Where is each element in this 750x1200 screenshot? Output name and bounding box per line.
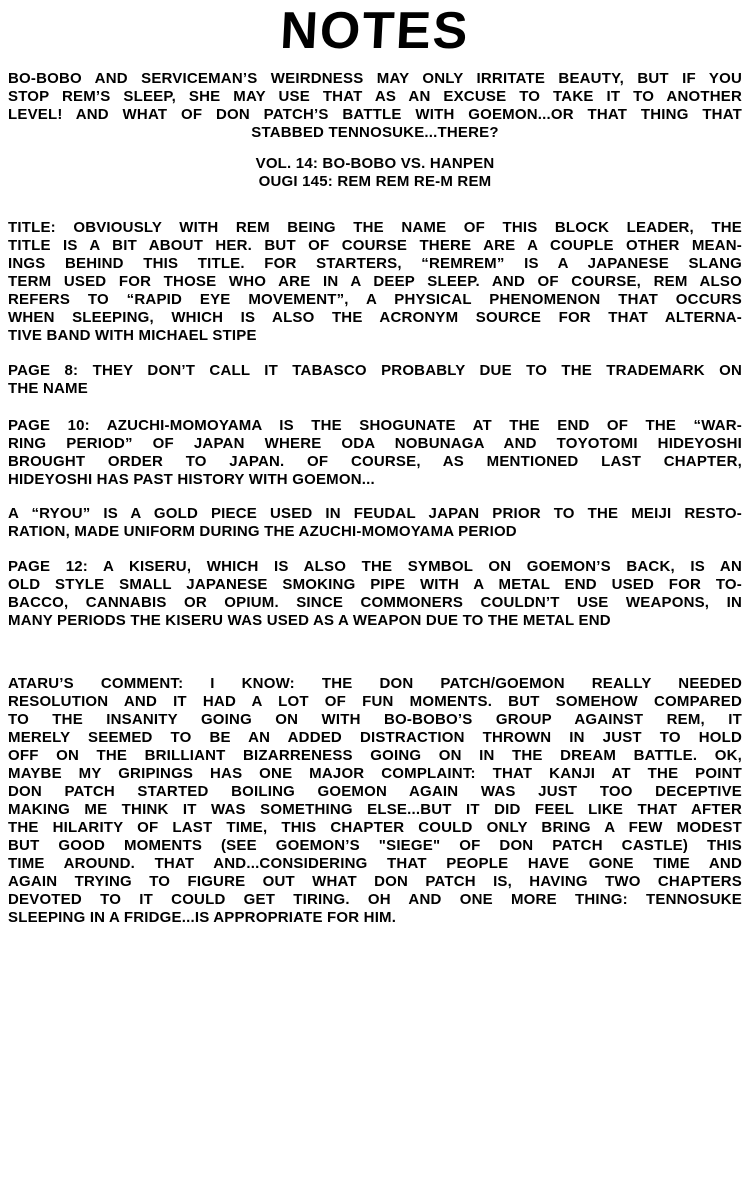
text-line: MAKING ME THINK IT WAS SOMETHING ELSE...BUT IT DID FEEL LIKE THAT AFTER xyxy=(8,801,742,818)
text-line: RATION, MADE UNIFORM DURING THE AZUCHI-MOMOYAMA PERIOD xyxy=(8,523,517,540)
text-line: PAGE 8: THEY DON’T CALL IT TABASCO PROBABLY DUE TO THE TRADEMARK ON xyxy=(8,362,742,379)
text-line: PAGE 10: AZUCHI-MOMOYAMA IS THE SHOGUNATE AT THE END OF THE “WAR- xyxy=(8,417,742,434)
text-line: REFERS TO “RAPID EYE MOVEMENT”, A PHYSICAL PHENOMENON THAT OCCURS xyxy=(8,291,742,308)
text-line: BACCO, CANNABIS OR OPIUM. SINCE COMMONERS COULDN’T USE WEAPONS, IN xyxy=(8,594,742,611)
text-line: WHEN SLEEPING, WHICH IS ALSO THE ACRONYM SOURCE FOR THAT ALTERNA- xyxy=(8,309,742,326)
text-line: A “RYOU” IS A GOLD PIECE USED IN FEUDAL JAPAN PRIOR TO THE MEIJI RESTO- xyxy=(8,505,742,522)
text-line: MANY PERIODS THE KISERU WAS USED AS A WEAPON DUE TO THE METAL END xyxy=(8,612,611,629)
paragraph-intro xyxy=(8,70,742,142)
text-line: OUGI 145: REM REM RE-M REM xyxy=(258,173,492,190)
text-line: STOP REM’S SLEEP, SHE MAY USE THAT AS AN EXCUSE TO TAKE IT TO ANOTHER xyxy=(8,88,742,105)
text-line: ATARU’S COMMENT: I KNOW: THE DON PATCH/GOEMON REALLY NEEDED xyxy=(8,675,742,692)
paragraph-page8-note xyxy=(8,362,742,398)
paragraph-volume-info xyxy=(8,155,742,191)
text-line: TITLE: OBVIOUSLY WITH REM BEING THE NAME OF THIS BLOCK LEADER, THE xyxy=(8,219,742,236)
paragraph-ataru-comment xyxy=(8,675,742,927)
text-line: RING PERIOD” OF JAPAN WHERE ODA NOBUNAGA AND TOYOTOMI HIDEYOSHI xyxy=(8,435,742,452)
text-line: PAGE 12: A KISERU, WHICH IS ALSO THE SYMBOL ON GOEMON’S BACK, IS AN xyxy=(8,558,742,575)
notes-body xyxy=(8,70,742,927)
text-line: INGS BEHIND THIS TITLE. FOR STARTERS, “REMREM” IS A JAPANESE SLANG xyxy=(8,255,742,272)
text-line: HIDEYOSHI HAS PAST HISTORY WITH GOEMON... xyxy=(8,471,375,488)
text-line: DEVOTED TO IT COULD GET TIRING. OH AND ONE MORE THING: TENNOSUKE xyxy=(8,891,742,908)
paragraph-page12-note xyxy=(8,558,742,630)
text-line: THE HILARITY OF LAST TIME, THIS CHAPTER COULD ONLY BRING A FEW MODEST xyxy=(8,819,742,836)
paragraph-ryou-note xyxy=(8,505,742,541)
text-line: STABBED TENNOSUKE...THERE? xyxy=(251,124,499,141)
text-line: LEVEL! AND WHAT OF DON PATCH’S BATTLE WITH GOEMON...OR THAT THING THAT xyxy=(8,106,742,123)
text-line: MERELY SEEMED TO BE AN ADDED DISTRACTION THROWN IN JUST TO HOLD xyxy=(8,729,742,746)
text-line: TO THE INSANITY GOING ON WITH BO-BOBO’S GROUP AGAINST REM, IT xyxy=(8,711,742,728)
text-line: OFF ON THE BRILLIANT BIZARRENESS GOING ON IN THE DREAM BATTLE. OK, xyxy=(8,747,742,764)
text-line: BUT GOOD MOMENTS (SEE GOEMON’S "SIEGE" OF DON PATCH CASTLE) THIS xyxy=(8,837,742,854)
text-line: TIVE BAND WITH MICHAEL STIPE xyxy=(8,327,257,344)
text-line: THE NAME xyxy=(8,380,88,397)
page-title: NOTES xyxy=(278,2,472,60)
paragraph-page10-note xyxy=(8,417,742,489)
text-line: TIME AROUND. THAT AND...CONSIDERING THAT PEOPLE HAVE GONE TIME AND xyxy=(8,855,742,872)
text-line: AGAIN TRYING TO FIGURE OUT WHAT DON PATCH IS, HAVING TWO CHAPTERS xyxy=(8,873,742,890)
text-line: TERM USED FOR THOSE WHO ARE IN A DEEP SLEEP. AND OF COURSE, REM ALSO xyxy=(8,273,742,290)
text-line: VOL. 14: BO-BOBO VS. HANPEN xyxy=(255,155,495,172)
text-line: BO-BOBO AND SERVICEMAN’S WEIRDNESS MAY ONLY IRRITATE BEAUTY, BUT IF YOU xyxy=(8,70,742,87)
text-line: RESOLUTION AND IT HAD A LOT OF FUN MOMENTS. BUT SOMEHOW COMPARED xyxy=(8,693,742,710)
text-line: OLD STYLE SMALL JAPANESE SMOKING PIPE WITH A METAL END USED FOR TO- xyxy=(8,576,742,593)
text-line: BROUGHT ORDER TO JAPAN. OF COURSE, AS MENTIONED LAST CHAPTER, xyxy=(8,453,742,470)
text-line: MAYBE MY GRIPINGS HAS ONE MAJOR COMPLAINT: THAT KANJI AT THE POINT xyxy=(8,765,742,782)
paragraph-title-note xyxy=(8,219,742,345)
text-line: TITLE IS A BIT ABOUT HER. BUT OF COURSE THERE ARE A COUPLE OTHER MEAN- xyxy=(8,237,742,254)
text-line: SLEEPING IN A FRIDGE...IS APPROPRIATE FOR HIM. xyxy=(8,909,397,926)
text-line: DON PATCH STARTED BOILING GOEMON AGAIN WAS JUST TOO DECEPTIVE xyxy=(8,783,742,800)
